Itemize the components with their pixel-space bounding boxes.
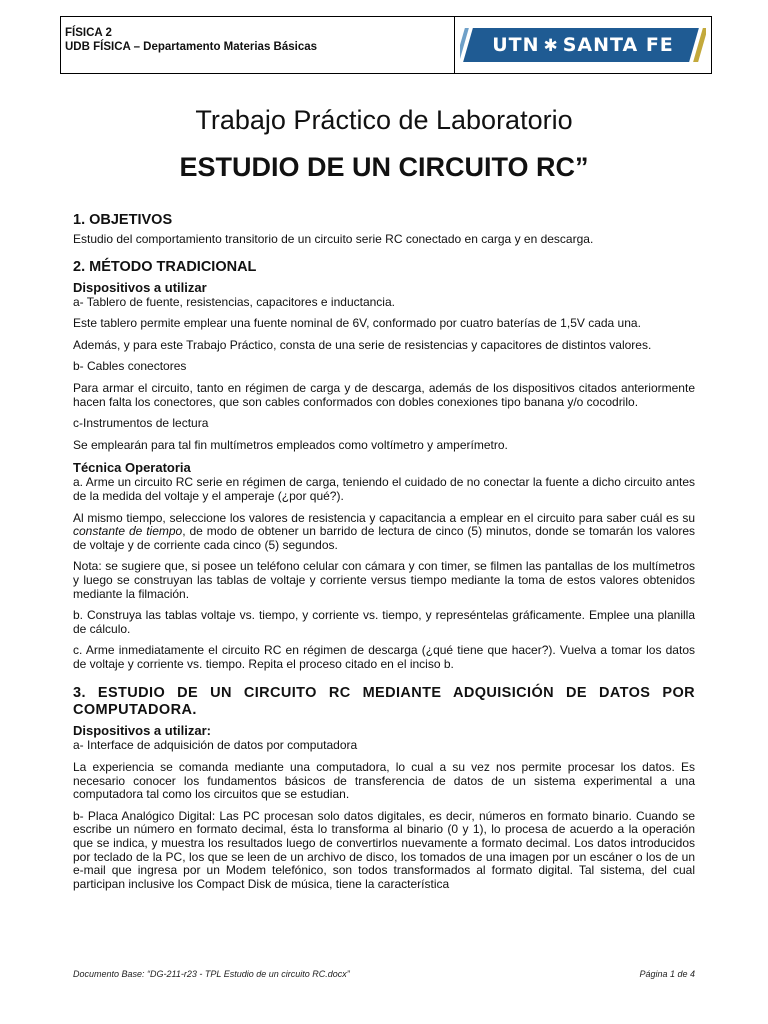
footer-page-number: Página 1 de 4: [639, 969, 695, 979]
tecnica-step-c: c. Arme inmediatamente el circuito RC en régimen de descarga (¿qué tiene que hacer?). Vuelva a tomar los datos de voltaje y corriente vs. tiempo. Repita el proceso citado en el inciso b.: [73, 643, 695, 671]
tecnica-operatoria-heading: Técnica Operatoria: [73, 460, 191, 476]
item-a-tablero: a- Tablero de fuente, resistencias, capacitores e inductancia.: [73, 294, 395, 309]
course-name: FÍSICA 2: [65, 27, 112, 39]
tablero-description: Este tablero permite emplear una fuente nominal de 6V, conformado por cuatro baterías de 1,5V cada una.: [73, 316, 641, 331]
document-title: Trabajo Práctico de Laboratorio: [195, 105, 573, 135]
section-adquisicion-heading: 3. ESTUDIO DE UN CIRCUITO RC MEDIANTE ADQUISICIÓN DE DATOS POR COMPUTADORA.: [73, 685, 695, 719]
dispositivos-heading-2: Dispositivos a utilizar:: [73, 723, 211, 739]
tecnica-step-b: b. Construya las tablas voltaje vs. tiempo, y corriente vs. tiempo, y represéntelas gráficamente. Emplee una planilla de cálculo.: [73, 608, 695, 636]
dispositivos-heading: Dispositivos a utilizar: [73, 279, 207, 295]
constante-pre: Al mismo tiempo, seleccione los valores de resistencia y capacitancia a emplear en el circuito para saber cuál es su: [73, 510, 695, 525]
placa-analogico-digital: b- Placa Analógico Digital: Las PC procesan solo datos digitales, es decir, números en formato binario. Cuando se escribe un número en formato decimal, ésta lo transforma al binario (0 y 1), lo procesa de acuerdo a la operación que se indica, y muestra los resultados luego de convertirlos nuevamente a formato decimal. Los datos introducidos por teclado de la PC, los que se leen de un archivo de disco, los tomados de una imagen por un escáner o los de un e-mail que ingresa por un Modem telefónico, son todos transformados al formato digital. Tal sistema, del cual participan inclusive los Compact Disk de música, tiene la característica: [73, 808, 695, 891]
tablero-description-2: Además, y para este Trabajo Práctico, consta de una serie de resistencias y capacitores de distintos valores.: [73, 337, 652, 352]
utn-santa-fe-logo: [460, 25, 706, 65]
item-a-interface: a- Interface de adquisición de datos por computadora: [73, 738, 358, 753]
document-body: [73, 212, 695, 899]
item-c-instrumentos: c-Instrumentos de lectura: [73, 416, 209, 431]
constante-tiempo-paragraph: [73, 512, 695, 553]
header-logo-cell: [455, 17, 711, 73]
constante-post: , de modo de obtener un barrido de lectura de cinco (5) minutos, donde se tomarán los valores de voltaje y de corriente cada cinco (5) segundos.: [73, 524, 695, 552]
item-b-cables: b- Cables conectores: [73, 359, 187, 374]
constante-emphasis: constante de tiempo: [73, 524, 183, 539]
department-name: UDB FÍSICA – Departamento Materias Básicas: [65, 41, 318, 53]
section-metodo-heading: 2. MÉTODO TRADICIONAL: [73, 258, 257, 275]
page-header: [60, 16, 712, 74]
cables-description: Para armar el circuito, tanto en régimen de carga y de descarga, además de los dispositivos citados anteriormente hacen falta los conectores, que son cables conformados con dobles conexiones tipo banana y/o cocodrilo.: [73, 380, 695, 409]
objetivos-text: Estudio del comportamiento transitorio de un circuito serie RC conectado en carga y en descarga.: [73, 232, 594, 246]
tecnica-step-a: a. Arme un circuito RC serie en régimen de carga, teniendo el cuidado de no conectar la fuente a dicho circuito antes de la medida del voltaje y el amperaje (¿por qué?).: [73, 475, 695, 503]
logo-utn: UTN: [492, 34, 540, 56]
logo-santa-fe: SANTA FE: [562, 34, 674, 56]
logo-star-icon: ✱: [543, 36, 559, 56]
footer-document-base: Documento Base: “DG-211-r23 - TPL Estudio de un circuito RC.docx”: [73, 969, 350, 979]
page-footer: [73, 969, 695, 979]
logo-text: [460, 34, 706, 56]
nota-paragraph: Nota: se sugiere que, si posee un teléfono celular con cámara y con timer, se filmen las pantallas de los multímetros y luego se construyan las tablas de voltaje y corriente versus tiempo mediante la toma de estos valores obtenidos mediante la filmación.: [73, 559, 695, 601]
interface-description: La experiencia se comanda mediante una computadora, lo cual a su vez nos permite procesar los datos. Es necesario conocer los fundamentos básicos de transferencia de datos de un sistema experimental a una computadora tal como los circuitos que se estudian.: [73, 760, 695, 802]
header-course-info: [61, 17, 455, 73]
instrumentos-description: Se emplearán para tal fin multímetros empleados como voltímetro y amperímetro.: [73, 437, 508, 452]
section-objetivos-heading: 1. OBJETIVOS: [73, 212, 173, 228]
document-subtitle: ESTUDIO DE UN CIRCUITO RC”: [179, 152, 589, 182]
